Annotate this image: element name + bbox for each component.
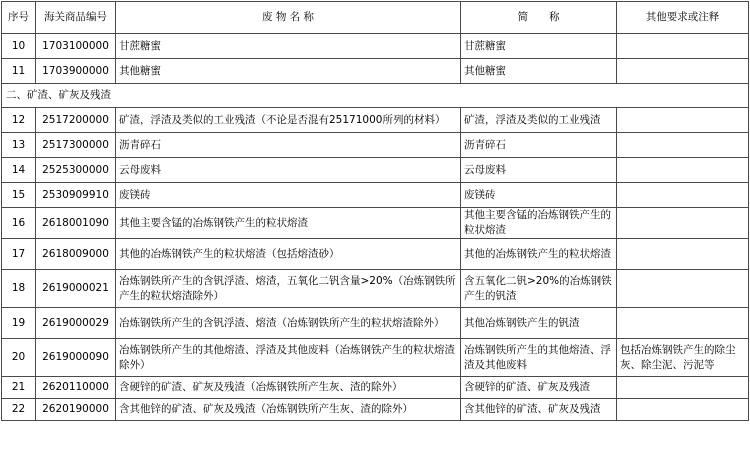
row-code: 2620110000: [36, 377, 116, 399]
row-short: 沥青碎石: [461, 133, 617, 158]
row-name: 冶炼钢铁所产生的含钒浮渣、熔渣（冶炼钢铁所产生的粒状熔渣除外）: [116, 308, 461, 339]
table-row: [2, 59, 749, 84]
row-no: 18: [2, 270, 36, 308]
col-header-name: 废 物 名 称: [116, 2, 461, 34]
row-no: 13: [2, 133, 36, 158]
table-row: [2, 208, 749, 239]
header-row: [2, 2, 749, 34]
row-code: 2618009000: [36, 239, 116, 270]
row-code: 2619000021: [36, 270, 116, 308]
table-row: [2, 308, 749, 339]
section-title: 二、矿渣、矿灰及残渣: [2, 84, 749, 108]
table-row: [2, 339, 749, 377]
row-name: 含其他锌的矿渣、矿灰及残渣（冶炼钢铁所产生灰、渣的除外）: [116, 399, 461, 421]
row-name: 冶炼钢铁所产生的含钒浮渣、熔渣，五氧化二钒含量>20%（冶炼钢铁所产生的粒状熔渣除外）: [116, 270, 461, 308]
row-name: 冶炼钢铁所产生的其他熔渣、浮渣及其他废料（冶炼钢铁产生的粒状熔渣除外）: [116, 339, 461, 377]
row-no: 14: [2, 158, 36, 183]
col-header-short: 简 称: [461, 2, 617, 34]
row-short: 含其他锌的矿渣、矿灰及残渣: [461, 399, 617, 421]
row-code: 1703900000: [36, 59, 116, 84]
row-name: 其他主要含锰的冶炼钢铁产生的粒状熔渣: [116, 208, 461, 239]
row-short: 甘蔗糖蜜: [461, 34, 617, 59]
row-name: 其他的冶炼钢铁产生的粒状熔渣（包括熔渣砂）: [116, 239, 461, 270]
row-name: 云母废料: [116, 158, 461, 183]
row-code: 2517200000: [36, 108, 116, 133]
row-short: 其他主要含锰的冶炼钢铁产生的粒状熔渣: [461, 208, 617, 239]
row-name: 甘蔗糖蜜: [116, 34, 461, 59]
row-short: 其他糖蜜: [461, 59, 617, 84]
row-short: 冶炼钢铁所产生的其他熔渣、浮渣及其他废料: [461, 339, 617, 377]
row-no: 11: [2, 59, 36, 84]
row-short: 云母废料: [461, 158, 617, 183]
row-note: [617, 308, 749, 339]
table-row: [2, 158, 749, 183]
row-no: 16: [2, 208, 36, 239]
row-note: [617, 108, 749, 133]
row-code: 2619000029: [36, 308, 116, 339]
row-name: 含硬锌的矿渣、矿灰及残渣（冶炼钢铁所产生灰、渣的除外）: [116, 377, 461, 399]
col-header-no: 序号: [2, 2, 36, 34]
waste-catalog-table: [1, 1, 749, 421]
row-code: 1703100000: [36, 34, 116, 59]
col-header-code: 海关商品编号: [36, 2, 116, 34]
row-name: 矿渣，浮渣及类似的工业残渣（不论是否混有25171000所列的材料）: [116, 108, 461, 133]
row-note: [617, 208, 749, 239]
section-row: [2, 84, 749, 108]
table-row: [2, 183, 749, 208]
row-code: 2525300000: [36, 158, 116, 183]
row-note: [617, 399, 749, 421]
table-row: [2, 377, 749, 399]
row-code: 2530909910: [36, 183, 116, 208]
row-name: 废镁砖: [116, 183, 461, 208]
row-no: 12: [2, 108, 36, 133]
table-row: [2, 133, 749, 158]
row-note: [617, 59, 749, 84]
row-note: [617, 270, 749, 308]
row-no: 17: [2, 239, 36, 270]
table-row: [2, 270, 749, 308]
table-row: [2, 239, 749, 270]
row-name: 沥青碎石: [116, 133, 461, 158]
row-note: [617, 34, 749, 59]
row-no: 21: [2, 377, 36, 399]
row-short: 含五氧化二钒>20%的冶炼钢铁产生的钒渣: [461, 270, 617, 308]
row-code: 2517300000: [36, 133, 116, 158]
col-header-note: 其他要求或注释: [617, 2, 749, 34]
table-row: [2, 108, 749, 133]
table-row: [2, 34, 749, 59]
row-code: 2619000090: [36, 339, 116, 377]
row-short: 矿渣，浮渣及类似的工业残渣: [461, 108, 617, 133]
table-row: [2, 399, 749, 421]
row-code: 2620190000: [36, 399, 116, 421]
row-short: 其他冶炼钢铁产生的钒渣: [461, 308, 617, 339]
row-name: 其他糖蜜: [116, 59, 461, 84]
row-note: [617, 239, 749, 270]
row-no: 19: [2, 308, 36, 339]
row-note: [617, 158, 749, 183]
row-note: 包括冶炼钢铁产生的除尘灰、除尘泥、污泥等: [617, 339, 749, 377]
row-note: [617, 183, 749, 208]
row-note: [617, 377, 749, 399]
row-no: 22: [2, 399, 36, 421]
row-no: 10: [2, 34, 36, 59]
row-short: 含硬锌的矿渣、矿灰及残渣: [461, 377, 617, 399]
row-code: 2618001090: [36, 208, 116, 239]
row-short: 废镁砖: [461, 183, 617, 208]
row-short: 其他的冶炼钢铁产生的粒状熔渣: [461, 239, 617, 270]
row-no: 15: [2, 183, 36, 208]
row-no: 20: [2, 339, 36, 377]
row-note: [617, 133, 749, 158]
